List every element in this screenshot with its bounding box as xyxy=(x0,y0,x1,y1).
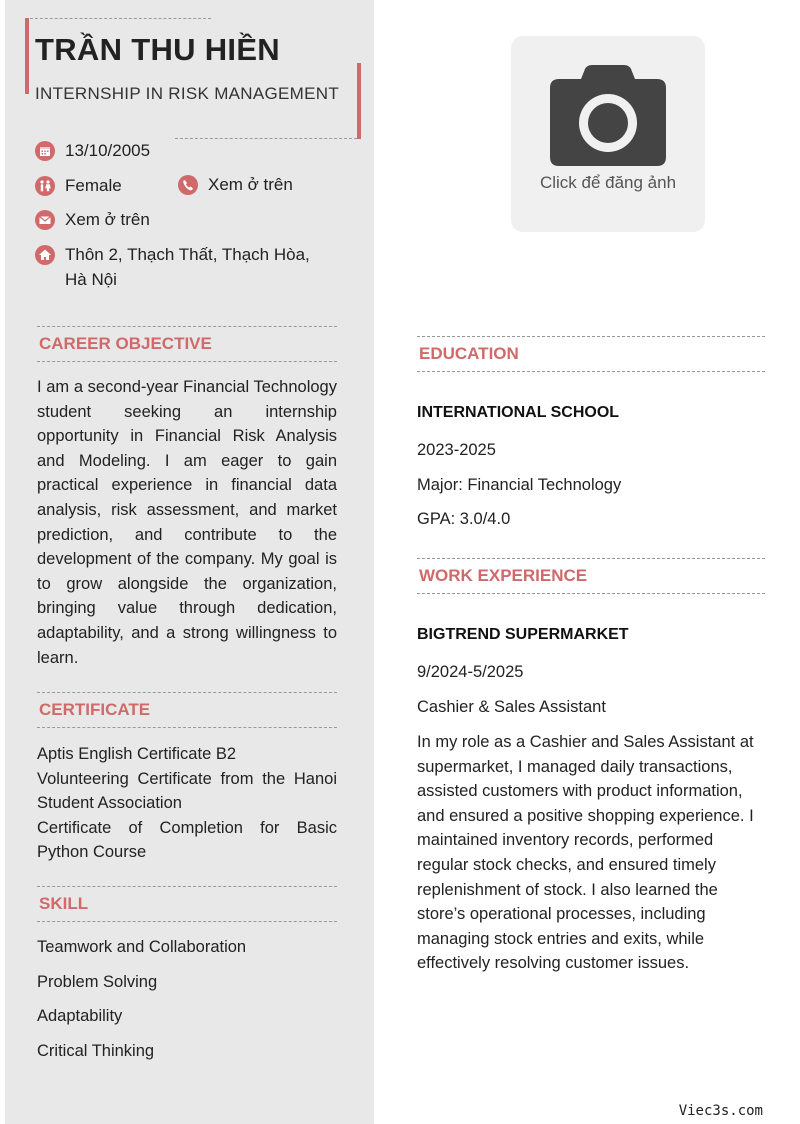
full-name[interactable]: TRẦN THU HIỀN xyxy=(35,32,280,67)
section-title: WORK EXPERIENCE xyxy=(419,566,588,585)
certificate-heading xyxy=(37,692,337,728)
decorative-line xyxy=(175,138,357,139)
education-years[interactable]: 2023-2025 xyxy=(417,441,496,459)
education-gpa[interactable]: GPA: 3.0/4.0 xyxy=(417,510,511,528)
birthday-value[interactable]: 13/10/2005 xyxy=(65,141,151,160)
job-position[interactable]: INTERNSHIP IN RISK MANAGEMENT xyxy=(35,84,340,103)
company-name[interactable]: BIGTREND SUPERMARKET xyxy=(417,626,629,643)
gender-icon xyxy=(35,176,55,196)
career-objective-heading xyxy=(37,326,337,362)
skill-item[interactable]: Teamwork and Collaboration xyxy=(37,938,247,956)
camera-icon xyxy=(549,65,667,167)
section-title: CAREER OBJECTIVE xyxy=(39,334,212,353)
address-row xyxy=(35,245,310,292)
photo-upload-label: Click để đăng ảnh xyxy=(539,173,677,192)
work-period[interactable]: 9/2024-5/2025 xyxy=(417,663,524,681)
address-line: Hà Nội xyxy=(65,270,117,289)
address-value[interactable] xyxy=(65,242,310,292)
certificate-list[interactable] xyxy=(37,742,337,865)
calendar-icon xyxy=(35,141,55,161)
career-objective-text[interactable]: I am a second-year Financial Technology student seeking an internship opportunity in Financial Risk Analysis and Modeling. I am eager to gain practical experience in financial data analysis, risk assessment, and market prediction, and contribute to the development of the company. My goal is to grow alongside the organization, bringing value through dedication, adaptability, and a strong willingness to learn. xyxy=(37,378,337,667)
birthday-row xyxy=(35,141,150,163)
photo-upload[interactable] xyxy=(511,36,705,232)
certificate-item: Volunteering Certificate from the Hanoi Student Association xyxy=(37,769,337,813)
education-major[interactable]: Major: Financial Technology xyxy=(417,476,622,494)
certificate-item: Aptis English Certificate B2 xyxy=(37,745,237,763)
address-line: Thôn 2, Thạch Thất, Thạch Hòa, xyxy=(65,245,310,264)
certificate-item: Certificate of Completion for Basic Python Course xyxy=(37,818,337,862)
home-icon xyxy=(35,245,55,265)
email-icon xyxy=(35,210,55,230)
phone-value[interactable]: Xem ở trên xyxy=(208,175,293,194)
phone-icon xyxy=(178,175,198,195)
work-description[interactable]: In my role as a Cashier and Sales Assistant at supermarket, I managed daily transactions, assisted customers with product information, and ensured a positive shopping experience. I maintained inventory records, performed regular stock checks, and ensured timely replenishment of stock. I also learned the store’s operational processes, including managing stock entries and exits, while effectively resolving customer issues. xyxy=(417,733,754,973)
section-title: EDUCATION xyxy=(419,344,519,363)
email-value[interactable]: Xem ở trên xyxy=(65,210,150,229)
school-name[interactable]: INTERNATIONAL SCHOOL xyxy=(417,404,620,421)
education-heading xyxy=(417,336,765,372)
work-experience-heading xyxy=(417,558,765,594)
skill-item[interactable]: Critical Thinking xyxy=(37,1042,155,1060)
skill-item[interactable]: Problem Solving xyxy=(37,973,158,991)
skill-heading xyxy=(37,886,337,922)
work-role[interactable]: Cashier & Sales Assistant xyxy=(417,698,606,716)
email-row xyxy=(35,210,150,232)
skill-item[interactable]: Adaptability xyxy=(37,1007,123,1025)
watermark: Viec3s.com xyxy=(678,1103,763,1119)
gender-value[interactable]: Female xyxy=(65,176,122,195)
accent-bar xyxy=(357,63,361,139)
phone-row xyxy=(178,175,293,197)
decorative-line xyxy=(25,18,211,19)
accent-bar xyxy=(25,18,29,94)
section-title: CERTIFICATE xyxy=(39,700,151,719)
section-title: SKILL xyxy=(39,894,89,913)
gender-row xyxy=(35,176,122,198)
